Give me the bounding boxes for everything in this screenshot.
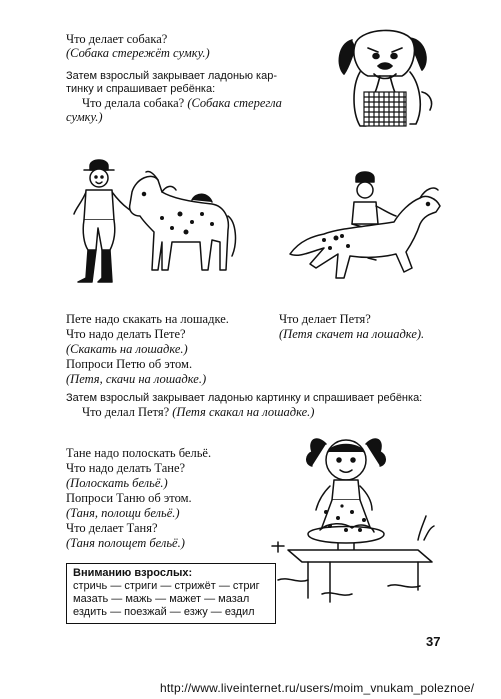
petya-question-now: Что делает Петя?	[279, 312, 371, 326]
notice-row-2: мазать — мажь — мажет — мазал	[73, 593, 250, 605]
petya-question-past-text: Что делал Петя?	[82, 405, 170, 419]
tanya-line-3: (Полоскать бельё.)	[66, 476, 168, 490]
tanya-line-2: Что надо делать Тане?	[66, 461, 186, 475]
notice-title: Вниманию взрослых:	[73, 567, 193, 579]
question-dog-past	[82, 96, 282, 111]
petya-dialog	[66, 312, 262, 387]
tanya-line-6: Что делает Таня?	[66, 521, 158, 535]
dog-with-bag-illustration	[330, 22, 440, 132]
answer-dog-past-part2: сумку.)	[66, 110, 103, 124]
question-dog-past-text: Что делала собака?	[82, 96, 185, 110]
question-dog-now: Что делает собака?	[66, 32, 168, 46]
petya-line-5: (Петя, скачи на лошадке.)	[66, 372, 207, 386]
petya-answer-now: (Петя скачет на лошадке).	[279, 327, 425, 341]
instruction-line-2: тинку и спрашивает ребёнка:	[66, 83, 216, 95]
petya-line-3: (Скакать на лошадке.)	[66, 342, 188, 356]
tanya-line-1: Тане надо полоскать бельё.	[66, 446, 212, 460]
tanya-dialog	[66, 446, 266, 551]
notice-row-1: стричь — стриги — стрижёт — стриг	[73, 580, 260, 592]
tanya-line-5: (Таня, полощи бельё.)	[66, 506, 180, 520]
instruction-line-1: Затем взрослый закрывает ладонью кар-	[66, 70, 278, 82]
girl-rinsing-laundry-illustration	[268, 430, 448, 610]
notice-row-3: ездить — поезжай — езжу — ездил	[73, 606, 255, 618]
tanya-line-4: Попроси Таню об этом.	[66, 491, 192, 505]
instruction-close-picture: Затем взрослый закрывает ладонью картинку и спрашивает ребёнка:	[66, 392, 423, 404]
boy-and-horse-illustration	[62, 152, 242, 292]
petya-line-4: Попроси Петю об этом.	[66, 357, 193, 371]
petya-answer-past: (Петя скакал на лошадке.)	[172, 405, 315, 419]
adult-notice-box	[66, 563, 276, 624]
petya-line-1: Пете надо скакать на лошадке.	[66, 312, 229, 326]
tanya-line-7: (Таня полощет бельё.)	[66, 536, 185, 550]
footer-url: http://www.liveinternet.ru/users/moim_vnukam_poleznoe/	[160, 681, 475, 695]
petya-question-past	[82, 405, 314, 420]
boy-riding-horse-illustration	[280, 168, 450, 288]
answer-dog-now: (Собака стережёт сумку.)	[66, 46, 210, 60]
page-number: 37	[426, 634, 441, 649]
answer-dog-past-part1: (Собака стерегла	[187, 96, 282, 110]
petya-line-2: Что надо делать Пете?	[66, 327, 186, 341]
